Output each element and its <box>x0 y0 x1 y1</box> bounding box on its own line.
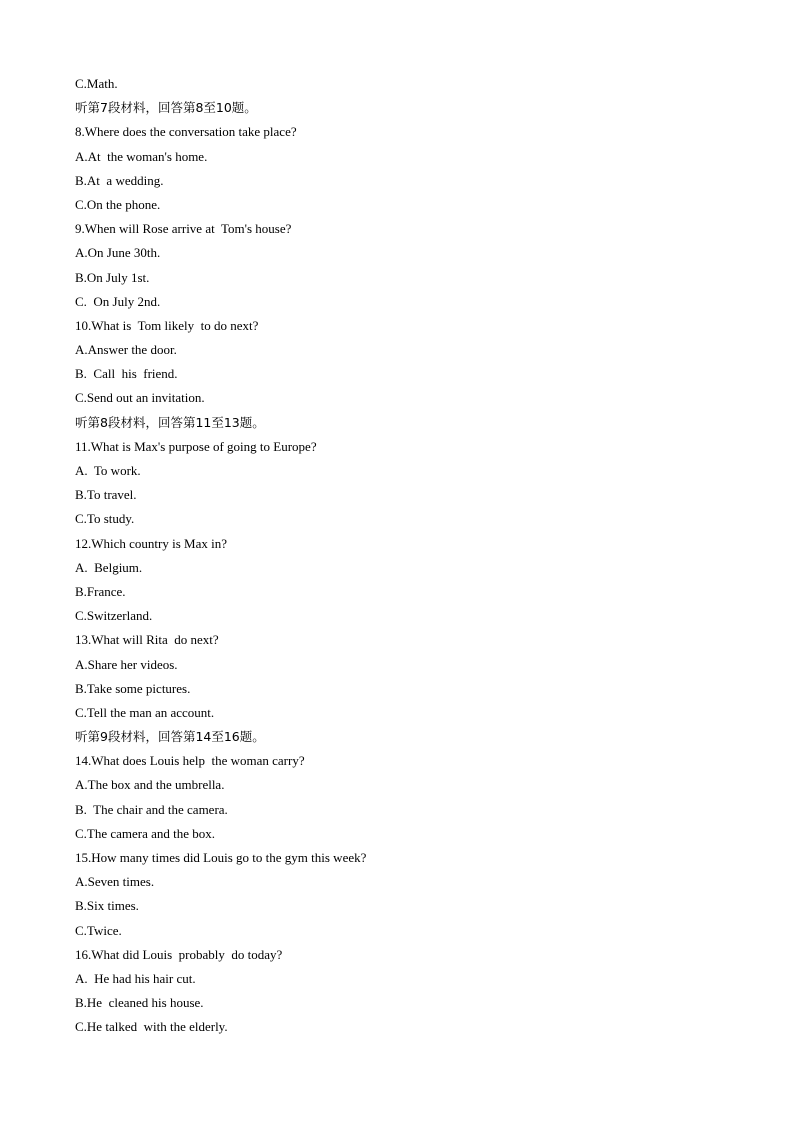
option-line: C.To study. <box>75 511 135 527</box>
question-line: 14.What does Louis help the woman carry? <box>75 753 305 769</box>
option-line: A.The box and the umbrella. <box>75 777 225 793</box>
question-line: 11.What is Max's purpose of going to Europe? <box>75 438 317 454</box>
option-line: C.Twice. <box>75 922 122 938</box>
question-list <box>75 74 735 1042</box>
option-line: B.At a wedding. <box>75 172 164 188</box>
option-line: A.Answer the door. <box>75 342 177 358</box>
question-line: 10.What is Tom likely to do next? <box>75 317 259 333</box>
option-line: C.On the phone. <box>75 196 161 212</box>
option-line: C.Tell the man an account. <box>75 704 215 720</box>
option-line: C. On July 2nd. <box>75 293 161 309</box>
section-heading: 听第7段材料，回答第8至10题。 <box>75 100 257 116</box>
option-line: C.Math. <box>75 76 118 91</box>
question-line: 13.What will Rita do next? <box>75 632 219 648</box>
option-line: A.At the woman's home. <box>75 148 208 164</box>
option-line: B.On July 1st. <box>75 269 150 285</box>
option-line: B.Take some pictures. <box>75 680 191 696</box>
question-line: 15.How many times did Louis go to the gym this week? <box>75 850 367 865</box>
option-line: B.Six times. <box>75 898 139 914</box>
question-line: 8.Where does the conversation take place? <box>75 124 297 140</box>
option-line: B.France. <box>75 583 126 599</box>
option-line: A.Seven times. <box>75 874 155 890</box>
option-line: B. Call his friend. <box>75 366 178 382</box>
option-line: A.On June 30th. <box>75 245 161 261</box>
option-line: A. To work. <box>75 463 141 478</box>
section-heading: 听第9段材料，回答第14至16题。 <box>75 729 265 745</box>
option-line: B.To travel. <box>75 487 137 503</box>
option-line: B. The chair and the camera. <box>75 801 228 817</box>
option-line: C.Switzerland. <box>75 608 153 624</box>
option-line: A. Belgium. <box>75 559 143 575</box>
section-heading: 听第8段材料，回答第11至13题。 <box>75 414 265 430</box>
option-line: A.Share her videos. <box>75 656 178 672</box>
question-line: 16.What did Louis probably do today? <box>75 946 283 962</box>
option-line: A. He had his hair cut. <box>75 970 196 986</box>
option-line: C.The camera and the box. <box>75 825 216 841</box>
question-line: 12.Which country is Max in? <box>75 535 227 551</box>
option-line: B.He cleaned his house. <box>75 995 204 1011</box>
option-line: C.He talked with the elderly. <box>75 1019 228 1035</box>
question-line: 9.When will Rose arrive at Tom's house? <box>75 221 292 237</box>
option-line: C.Send out an invitation. <box>75 390 205 406</box>
